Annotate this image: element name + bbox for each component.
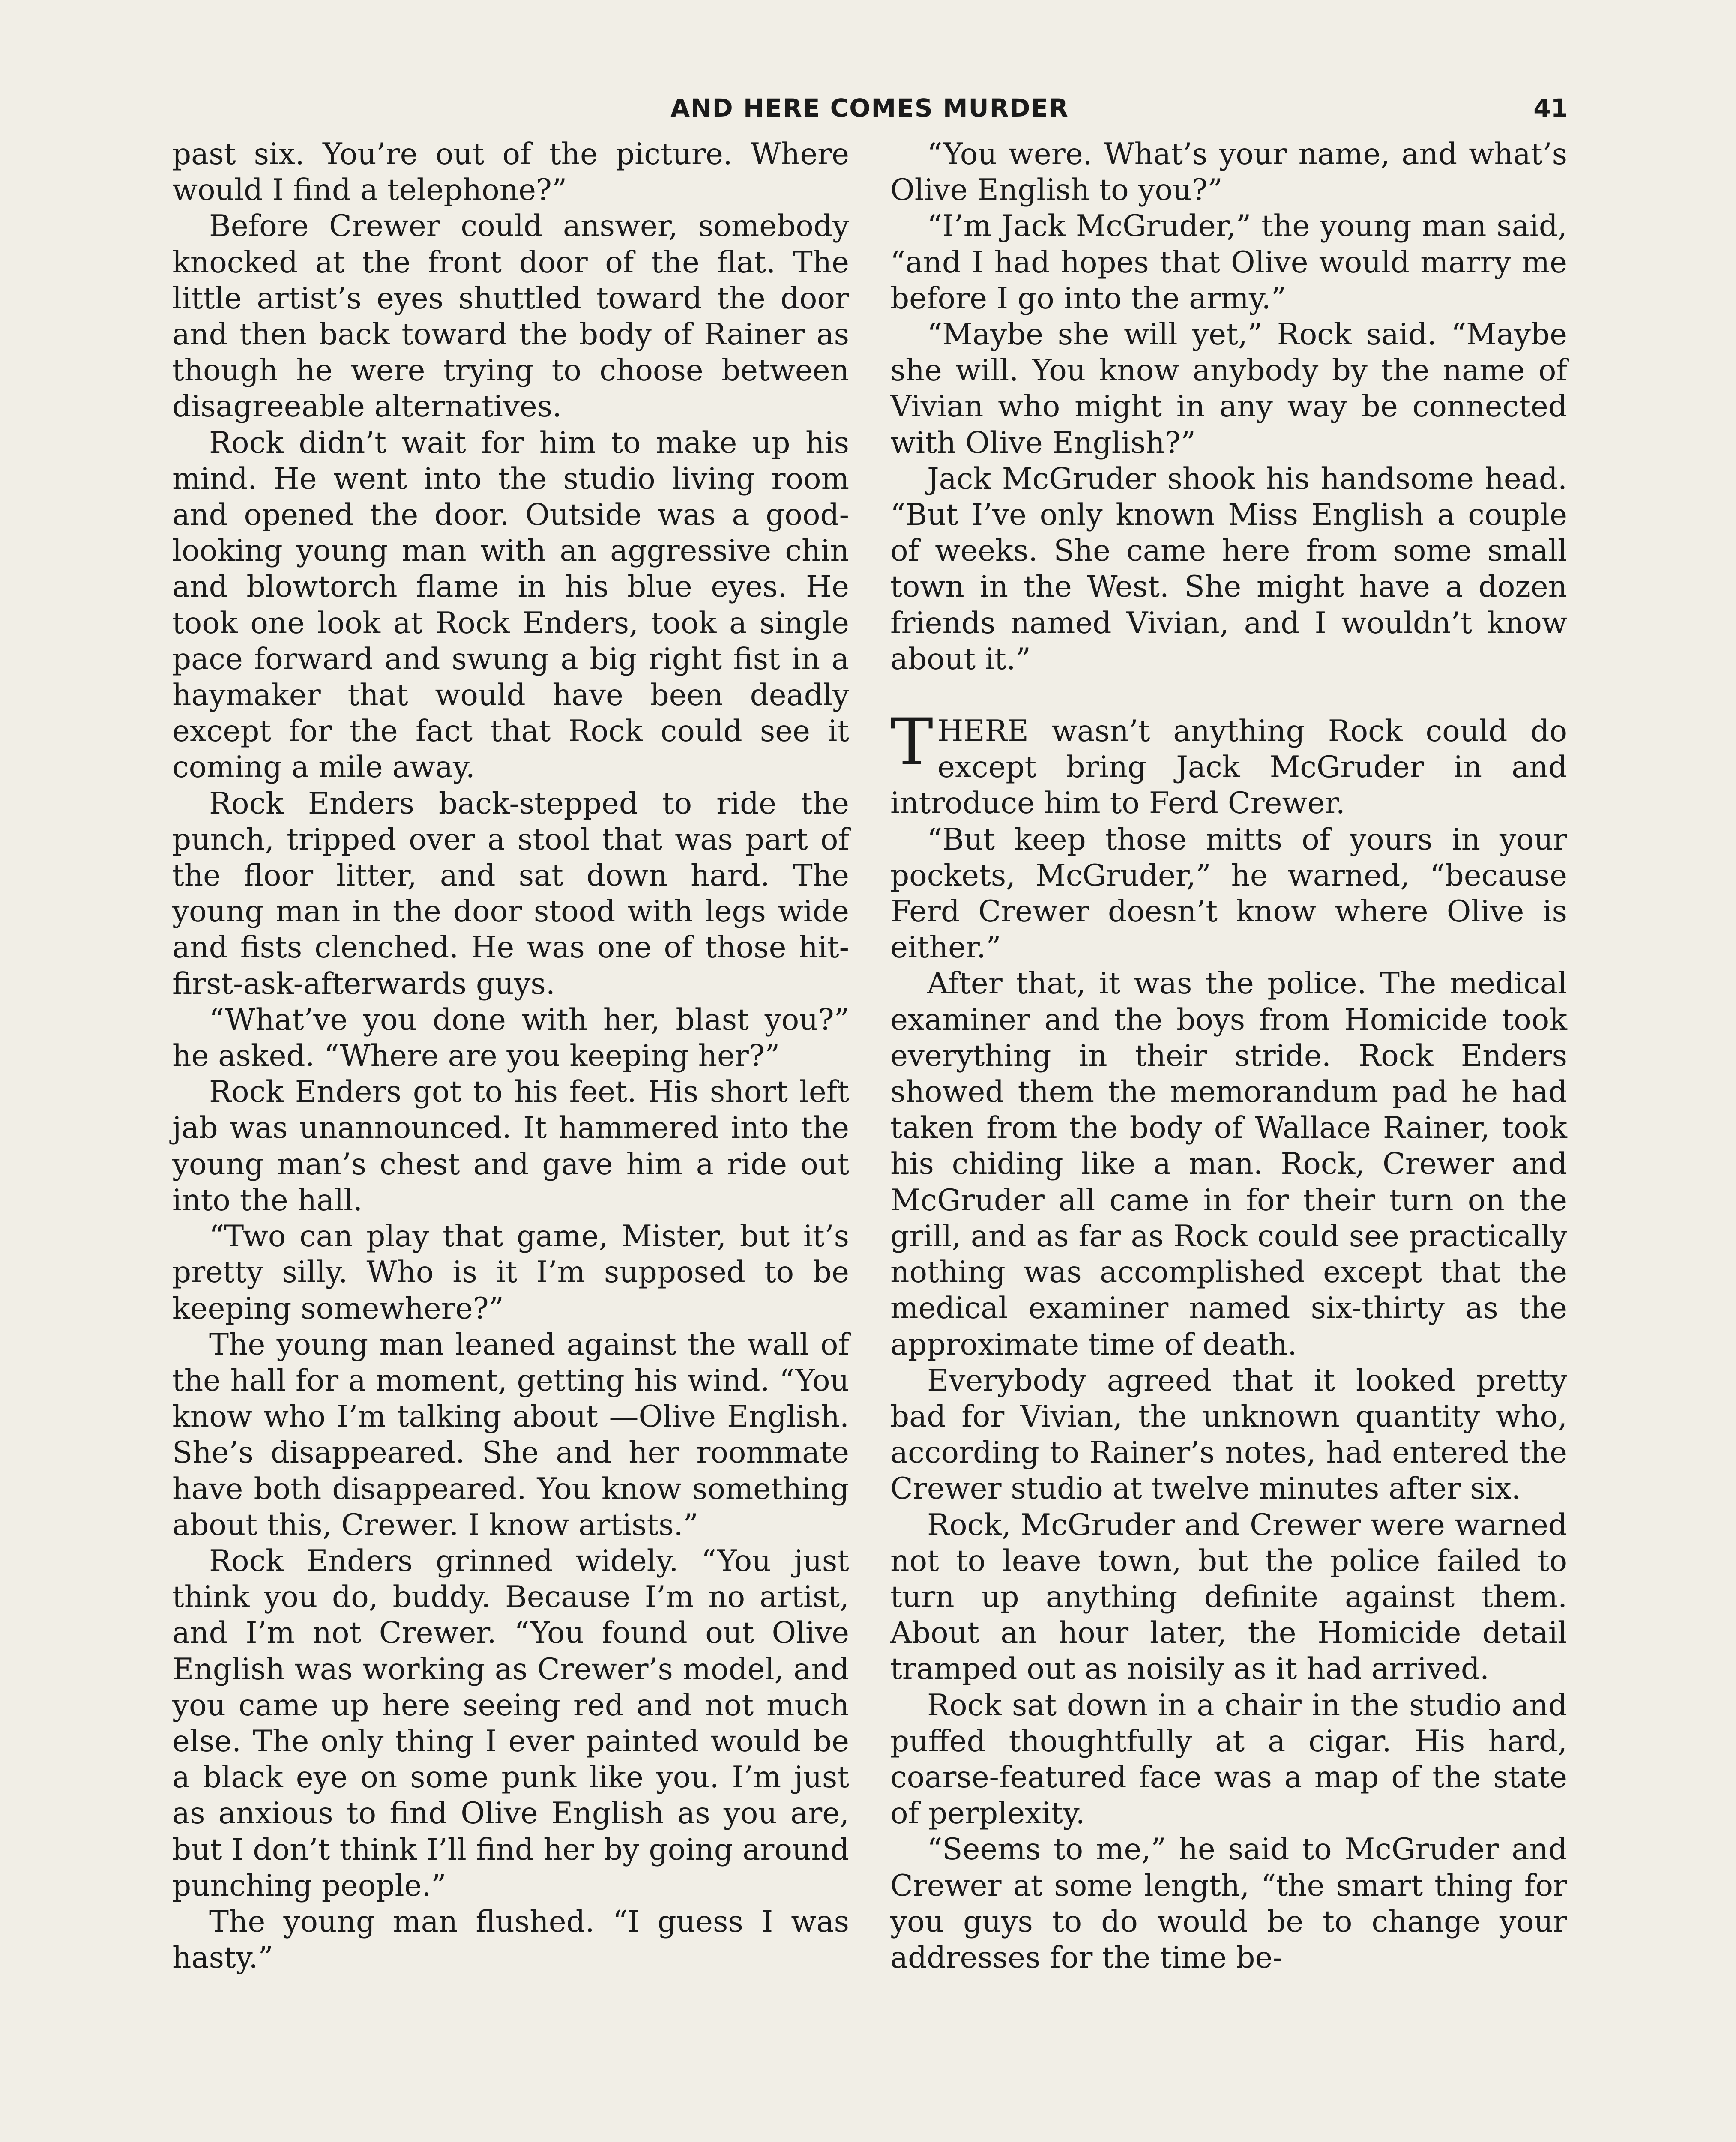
page-number: 41 [1533,93,1568,123]
paragraph: Rock sat down in a chair in the studio and puffed thoughtfully at a cigar. His hard, coarse-featured face was a map of the state of perplexity. [890,1688,1567,1831]
running-title: AND HERE COMES MURDER [670,93,1069,123]
paragraph: Rock Enders grinned widely. “You just think you do, buddy. Because I’m no artist, and I’m not Crewer. “You found out Olive English was working as Crewer’s model, and you came up here seeing red and not much else. The only thing I ever painted would be a black eye on some punk like you. I’m just as anxious to find Olive English as you are, but I don’t think I’ll find her by going around punching people.” [172,1544,849,1903]
paragraph: Jack McGruder shook his handsome head. “But I’ve only known Miss English a couple of weeks. She came here from some small town in the West. She might have a dozen friends named Vivian, and I wouldn’t know about it.” [890,461,1567,676]
paragraph: “I’m Jack McGruder,” the young man said, “and I had hopes that Olive would marry me before I go into the army.” [890,209,1567,316]
paragraph: The young man flushed. “I guess I was hasty.” [172,1904,849,1975]
paragraph: Rock didn’t wait for him to make up his mind. He went into the studio living room and opened the door. Outside was a good-looking young man with an aggressive chin and blowtorch flame in his blue eyes. He took one look at Rock Enders, took a single pace forward and swung a big right fist in a haymaker that would have been deadly except for the fact that Rock could see it coming a mile away. [172,425,849,785]
left-column [172,136,849,1976]
paragraph: “You were. What’s your name, and what’s Olive English to you?” [890,137,1567,208]
paragraph: “But keep those mitts of yours in your pockets, McGruder,” he warned, “because Ferd Crewer doesn’t know where Olive is either.” [890,822,1567,965]
paragraph: “Maybe she will yet,” Rock said. “Maybe she will. You know anybody by the name of Vivian who might in any way be connected with Olive English?” [890,317,1567,460]
paragraph: Rock, McGruder and Crewer were warned not to leave town, but the police failed to turn up anything definite against them. About an hour later, the Homicide detail tramped out as noisily as it had arrived. [890,1508,1567,1687]
section-start-paragraph [890,705,1567,822]
paragraph: “Two can play that game, Mister, but it’s pretty silly. Who is it I’m supposed to be keeping somewhere?” [172,1219,849,1326]
paragraph: “Seems to me,” he said to McGruder and Crewer at some length, “the smart thing for you guys to do would be to change your addresses for the time be- [890,1832,1567,1975]
paragraph: Everybody agreed that it looked pretty bad for Vivian, the unknown quantity who, according to Rainer’s notes, had entered the Crewer studio at twelve minutes after six. [890,1363,1567,1506]
paragraph: past six. You’re out of the picture. Where would I find a telephone?” [172,137,849,208]
paragraph: The young man leaned against the wall of the hall for a moment, getting his wind. “You know who I’m talking about —Olive English. She’s disappeared. She and her roommate have both disappeared. You know something about this, Crewer. I know artists.” [172,1327,849,1542]
right-column [890,136,1567,1976]
paragraph-text: HERE wasn’t anything Rock could do except bring Jack McGruder in and introduce him to Ferd Crewer. [890,714,1567,821]
drop-cap: T [890,705,934,780]
paragraph: Before Crewer could answer, somebody knocked at the front door of the flat. The little artist’s eyes shuttled toward the door and then back toward the body of Rainer as though he were trying to choose between disagreeable alternatives. [172,209,849,424]
paragraph: After that, it was the police. The medical examiner and the boys from Homicide took everything in their stride. Rock Enders showed them the memorandum pad he had taken from the body of Wallace Rainer, took his chiding like a man. Rock, Crewer and McGruder all came in for their turn on the grill, and as far as Rock could see practically nothing was accomplished except that the medical examiner named six-thirty as the approximate time of death. [890,966,1567,1362]
page-header [171,86,1568,141]
paragraph: “What’ve you done with her, blast you?” he asked. “Where are you keeping her?” [172,1002,849,1074]
paragraph: Rock Enders back-stepped to ride the punch, tripped over a stool that was part of the floor litter, and sat down hard. The young man in the door stood with legs wide and fists clenched. He was one of those hit-first-ask-afterwards guys. [172,786,849,1001]
paragraph: Rock Enders got to his feet. His short left jab was unannounced. It hammered into the young man’s chest and gave him a ride out into the hall. [172,1075,849,1218]
